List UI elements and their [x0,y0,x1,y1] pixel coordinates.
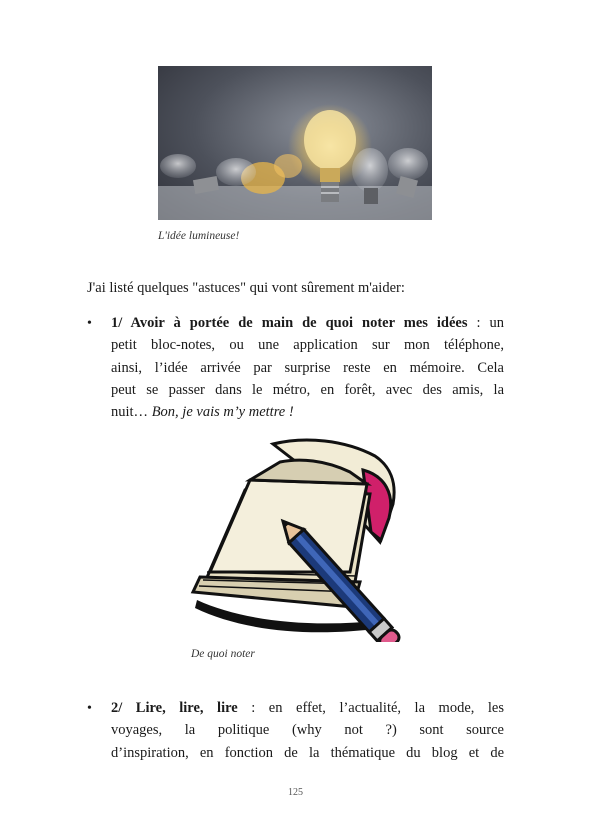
intro-text: J'ai listé quelques "astuces" qui vont sûrement m'aider: [87,280,405,296]
bullet-lead: 1/ Avoir à portée de main de quoi noter mes idées [111,315,468,331]
figure-caption: De quoi noter [191,648,255,660]
bullet-marker: • [87,701,92,716]
bullet-paragraph-1: 1/ Avoir à portée de main de quoi noter mes idées : un petit bloc-notes, ou une application sur mon téléphone, ainsi, l’idée arrivée par surprise reste en mémoire. Cela peut se passer dans le métro, en forêt, avec des amis, la nuit… Bon, je vais m’y mettre ! [111,315,505,421]
figure-caption: L'idée lumineuse! [158,230,240,242]
bullet-marker: • [87,316,92,331]
light-bulbs-photo [158,66,432,220]
page-number: 125 [288,787,303,798]
bullet-paragraph-2: 2/ Lire, lire, lire : en effet, l’actualité, la mode, les voyages, la politique (why not ?) sont source d’inspiration, en fonction de la thématique du blog et de [111,700,505,761]
bullet-lead: 2/ Lire, lire, lire [111,700,238,716]
notepad-pencil-clipart [185,432,405,642]
